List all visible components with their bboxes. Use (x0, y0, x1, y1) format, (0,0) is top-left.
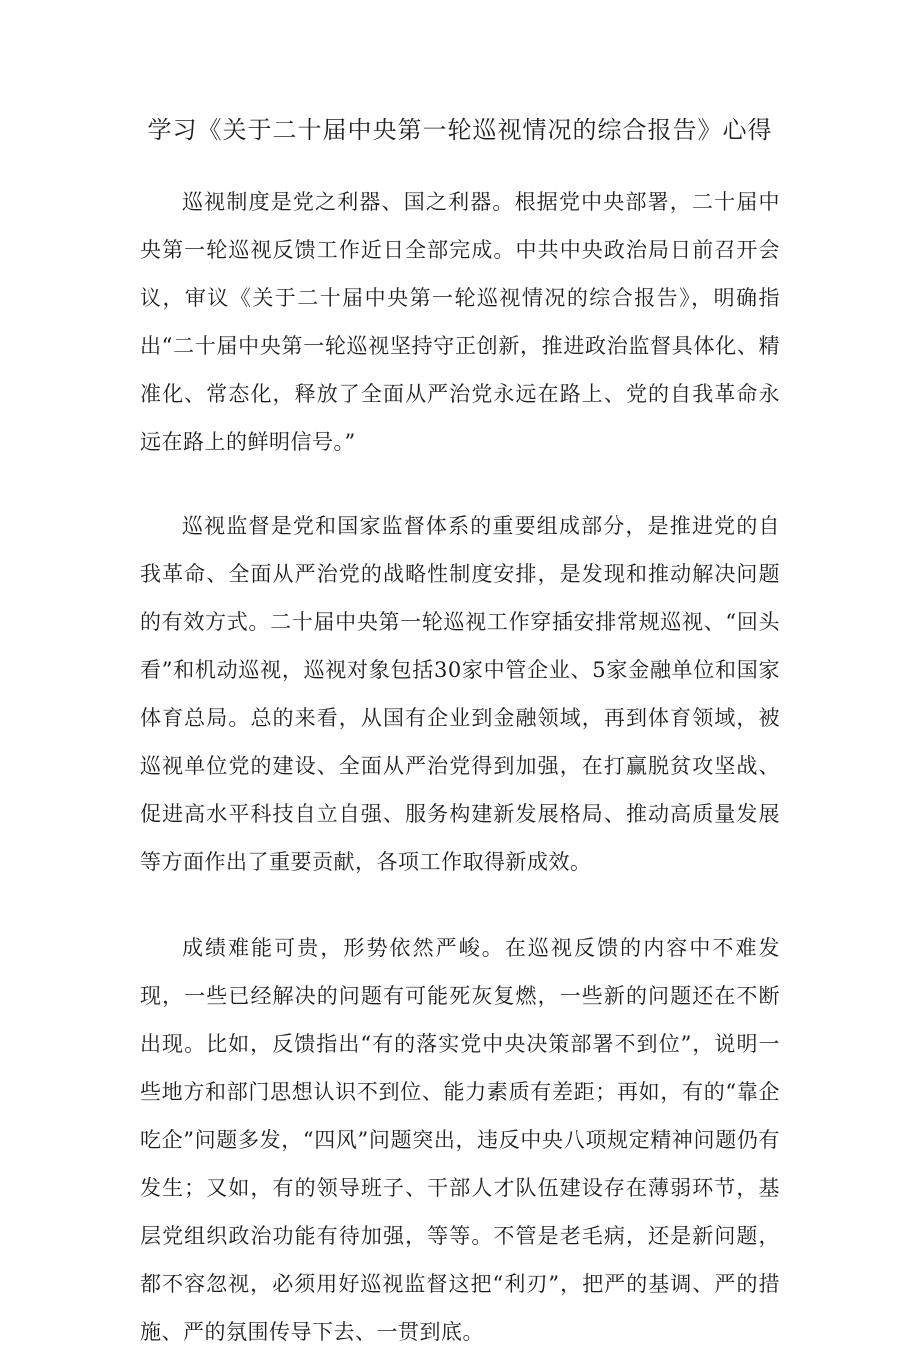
paragraph-2: 巡视监督是党和国家监督体系的重要组成部分，是推进党的自我革命、全面从严治党的战略性制度安排，是发现和推动解决问题的有效方式。二十届中央第一轮巡视工作穿插安排常规巡视、“回头看”和机动巡视，巡视对象包括30家中管企业、5家金融单位和国家体育总局。总的来看，从国有企业到金融领域，再到体育领域，被巡视单位党的建设、全面从严治党得到加强，在打赢脱贫攻坚战、促进高水平科技自立自强、服务构建新发展格局、推动高质量发展等方面作出了重要贡献，各项工作取得新成效。 (140, 514, 780, 874)
paragraph-3: 成绩难能可贵，形势依然严峻。在巡视反馈的内容中不难发现，一些已经解决的问题有可能死灰复燃，一些新的问题还在不断出现。比如，反馈指出“有的落实党中央决策部署不到位”，说明一些地方和部门思想认识不到位、能力素质有差距；再如，有的“靠企吃企”问题多发，“四风”问题突出，违反中央八项规定精神问题仍有发生；又如，有的领导班子、干部人才队伍建设存在薄弱环节，基层党组织政治功能有待加强，等等。不管是老毛病，还是新问题，都不容忽视，必须用好巡视监督这把“利刃”，把严的基调、严的措施、严的氛围传导下去、一贯到底。 (140, 936, 780, 1344)
document-title: 学习《关于二十届中央第一轮巡视情况的综合报告》心得 (147, 116, 773, 144)
paragraph-1: 巡视制度是党之利器、国之利器。根据党中央部署，二十届中央第一轮巡视反馈工作近日全部完成。中共中央政治局日前召开会议，审议《关于二十届中央第一轮巡视情况的综合报告》，明确指出“二十届中央第一轮巡视坚持守正创新，推进政治监督具体化、精准化、常态化，释放了全面从严治党永远在路上、党的自我革命永远在路上的鲜明信号。” (140, 190, 780, 454)
